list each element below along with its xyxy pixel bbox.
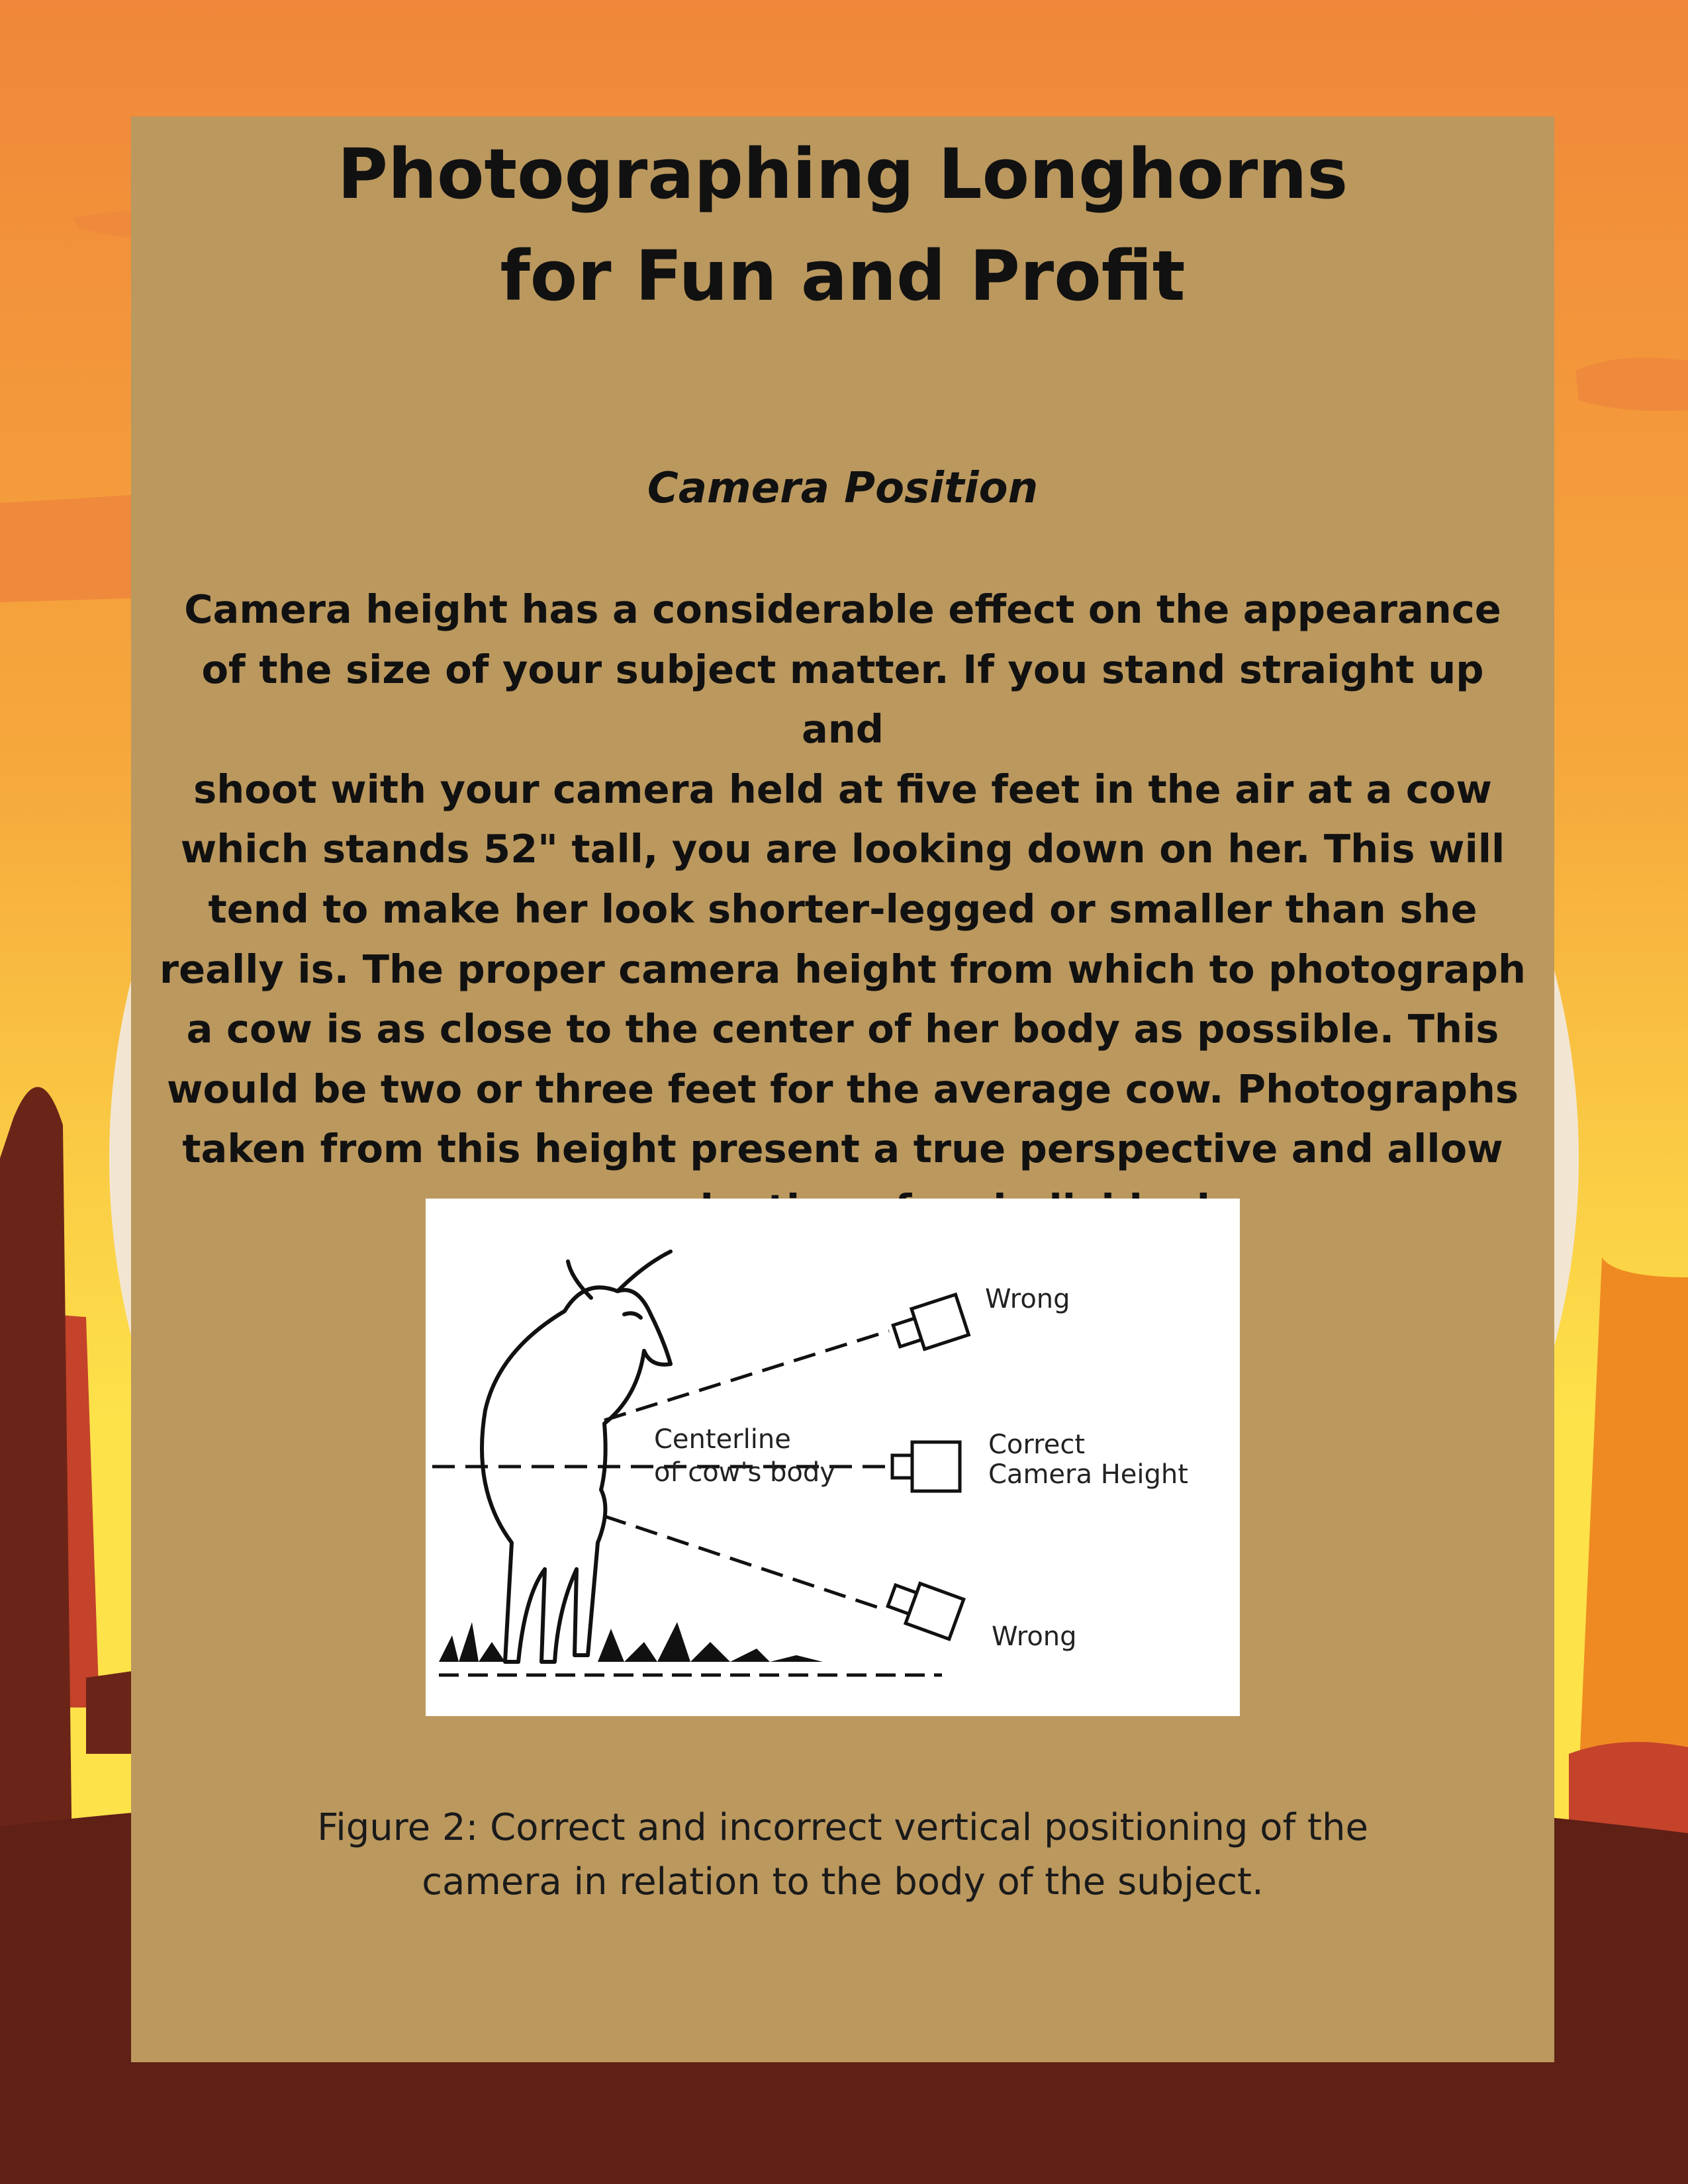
body-line: Camera height has a considerable effect on the appearance [184, 586, 1501, 632]
section-heading: Camera Position [647, 464, 1039, 513]
cow-eye [624, 1313, 641, 1318]
grass [439, 1622, 823, 1662]
body-line: which stands 52" tall, you are looking down on her. This will [180, 826, 1505, 872]
caption-line-2: camera in relation to the body of the subject. [422, 1860, 1264, 1903]
title-line-2: for Fun and Profit [500, 236, 1186, 316]
cloud-right [1575, 357, 1688, 411]
figure-camera-position [426, 1199, 1240, 1716]
body-line: of the size of your subject matter. If you stand straight up and [201, 646, 1484, 752]
caption-line-1: Figure 2: Correct and incorrect vertical positioning of the [317, 1806, 1368, 1849]
page-title [131, 123, 1554, 327]
body-line: a cow is as close to the center of her body as possible. This [186, 1006, 1499, 1052]
cactus-arm [86, 1671, 132, 1754]
label-centerline: Centerline [654, 1424, 791, 1455]
body-line: tend to make her look shorter-legged or smaller than she [208, 886, 1477, 932]
camera-icon-center [892, 1442, 960, 1491]
label-correct: Correct [988, 1430, 1085, 1460]
body-paragraph [158, 580, 1528, 1240]
label-wrong-bottom: Wrong [992, 1621, 1077, 1652]
sight-line-low [604, 1516, 882, 1609]
cow-horn-right [618, 1251, 671, 1291]
body-line: shoot with your camera held at five feet in the air at a cow [193, 766, 1492, 812]
label-centerline-body: of cow's body [654, 1457, 835, 1488]
body-line: really is. The proper camera height from which to photograph [160, 946, 1526, 992]
figure-caption [131, 1801, 1554, 1909]
camera-icon-high [890, 1295, 969, 1356]
sight-line-high [604, 1331, 889, 1420]
title-line-1: Photographing Longhorns [337, 134, 1348, 214]
content-panel [131, 116, 1554, 2062]
label-wrong-top: Wrong [985, 1284, 1070, 1314]
body-line: would be two or three feet for the average cow. Photographs [167, 1066, 1519, 1112]
body-line: taken from this height present a true perspective and allow [182, 1126, 1503, 1172]
cactus-left [0, 1087, 73, 1919]
label-camera-height: Camera Height [988, 1459, 1188, 1490]
cow-illustration [482, 1287, 671, 1662]
camera-icon-low [884, 1576, 964, 1639]
